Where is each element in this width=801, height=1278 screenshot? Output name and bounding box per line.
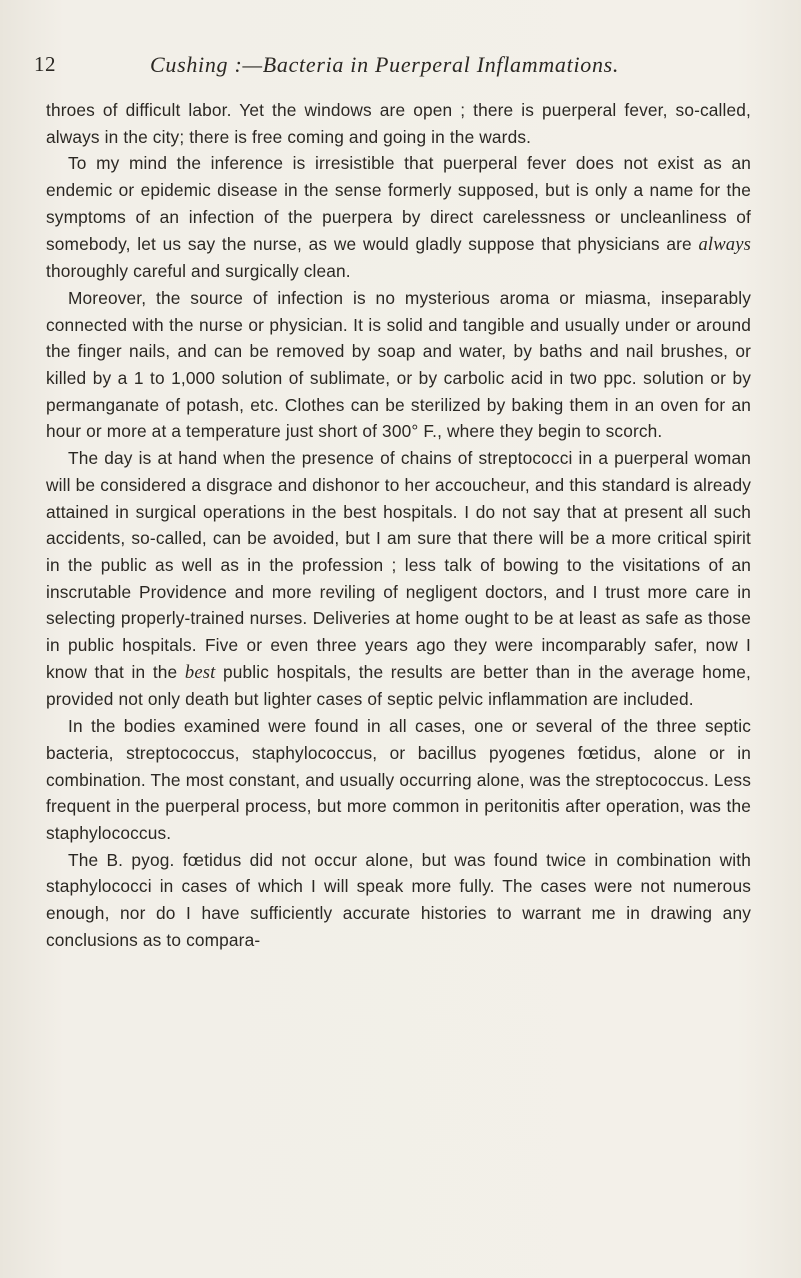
paragraph-4-text-end: public hospitals, the results are better than in the average home, provided not only death but lighter cases of septic pelvic inflammation are included.	[46, 661, 751, 710]
paragraph-1	[46, 97, 751, 150]
paragraph-5-text: In the bodies examined were found in all cases, one or several of the three septic bacteria, streptococcus, staphylococcus, or bacillus pyogenes fœtidus, alone or in combination. The most constant, and usually occurring alone, was the streptococcus. Less frequent in the puerperal process, but more common in peritonitis after operation, was the staphylococcus.	[46, 716, 751, 843]
paragraph-3-text: Moreover, the source of infection is no mysterious aroma or miasma, inseparably connected with the nurse or physician. It is solid and tangible and usually under or around the finger nails, and can be removed by soap and water, by baths and nail brushes, or killed by a 1 to 1,000 solution of sublimate, or by carbolic acid in two ppc. solution or by permanganate of potash, etc. Clothes can be sterilized by baking them in an oven for an hour or more at a temperature just short of 300° F., where they begin to scorch.	[46, 287, 751, 442]
paragraph-2	[46, 150, 751, 285]
emphasis-best: best	[184, 661, 216, 683]
emphasis-always: always	[698, 233, 751, 255]
page-number: 12	[34, 52, 56, 76]
paragraph-3	[46, 285, 751, 445]
paragraph-2-text-end: thoroughly careful and surgically clean.	[46, 261, 351, 282]
body-text	[46, 97, 751, 954]
paragraph-6-text: The B. pyog. fœtidus did not occur alone, but was found twice in combination with staphylococci in cases of which I will speak more fully. The cases were not numerous enough, nor do I have sufficiently accurate histories to warrant me in drawing any conclusions as to compara-	[46, 849, 751, 950]
paragraph-4-text-start: The day is at hand when the presence of chains of streptococci in a puerperal woman will be considered a disgrace and dishonor to her accoucheur, and this standard is already attained in surgical operations in the best hospitals. I do not say that at present all such accidents, so-called, can be avoided, but I am sure that there will be a more critical spirit in the public as well as in the profession ; less talk of bowing to the visitations of an inscrutable Providence and more reviling of negligent doctors, and I trust more care in selecting properly-trained nurses. Deliveries at home ought to be at least as safe as those in public hospitals. Five or even three years ago they were incomparably safer, now I know that in the	[46, 448, 751, 682]
paragraph-1-text: throes of difficult labor. Yet the windows are open ; there is puerperal fever, so-called, always in the city; there is free coming and going in the wards.	[46, 100, 751, 147]
paragraph-2-text-start: To my mind the inference is irresistible that puerperal fever does not exist as an endemic or epidemic disease in the sense formerly supposed, but is only a name for the symptoms of an infection of the puerpera by direct carelessness or uncleanliness of somebody, let us say the nurse, as we would gladly suppose that physicians are	[46, 153, 751, 254]
paragraph-5	[46, 713, 751, 847]
running-title: Cushing :—Bacteria in Puerperal Inflammations.	[150, 52, 620, 77]
page-header	[34, 52, 749, 82]
paragraph-4	[46, 445, 751, 713]
paragraph-6	[46, 847, 751, 954]
